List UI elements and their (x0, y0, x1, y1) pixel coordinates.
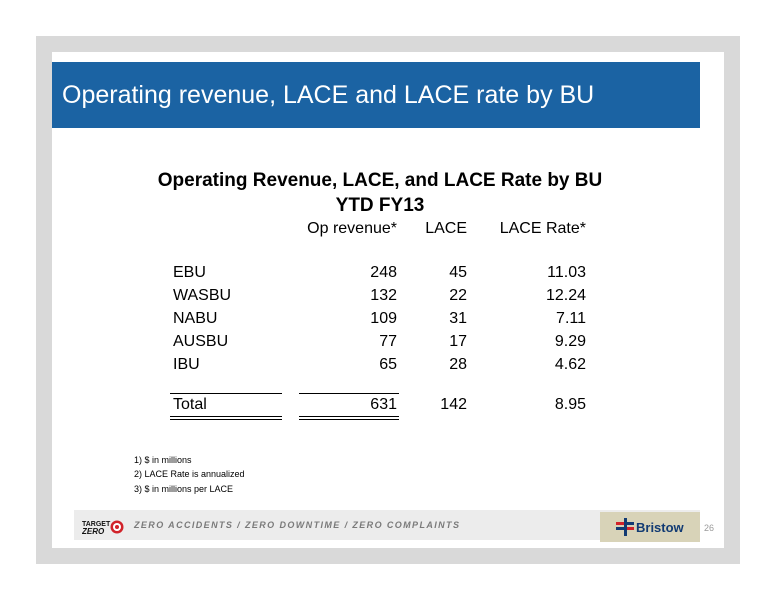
slide-title: Operating revenue, LACE and LACE rate by BU (62, 81, 595, 109)
total-double-rule (170, 419, 282, 420)
op-revenue-value: 65 (379, 356, 397, 373)
total-double-rule (299, 416, 399, 417)
total-double-rule (299, 419, 399, 420)
lace-rate-value: 12.24 (545, 287, 586, 304)
total-label: Total (173, 396, 207, 413)
op-revenue-value: 77 (379, 333, 397, 350)
lace-rate-value: 7.11 (556, 310, 586, 327)
bristow-wordmark: Bristow (636, 520, 684, 535)
table-title: Operating Revenue, LACE, and LACE Rate by BU (157, 170, 603, 191)
bu-name: EBU (173, 264, 206, 281)
lace-rate-value: 9.29 (554, 333, 586, 350)
bu-name: NABU (173, 310, 218, 327)
header-notch-shape (680, 62, 702, 128)
lace-value: 22 (449, 287, 467, 304)
lace-value: 17 (449, 333, 467, 350)
table-subtitle: YTD FY13 (335, 195, 425, 216)
table-row (0, 332, 776, 355)
lace-value: 31 (449, 310, 467, 327)
lace-rate-value: 11.03 (547, 264, 586, 281)
svg-text:ZERO: ZERO (82, 527, 105, 536)
slogan: ZERO ACCIDENTS / ZERO DOWNTIME / ZERO COMPLAINTS (134, 520, 461, 530)
table-row (0, 355, 776, 378)
total-row (0, 395, 776, 418)
bu-name: AUSBU (173, 333, 229, 350)
column-header-lace: LACE (425, 220, 467, 237)
target-zero-logo (82, 518, 124, 536)
total-lace-rate: 8.95 (554, 396, 586, 413)
op-revenue-value: 109 (370, 310, 397, 327)
table-row (0, 286, 776, 309)
lace-rate-value: 4.62 (554, 356, 586, 373)
lace-value: 45 (449, 264, 467, 281)
bu-name: IBU (173, 356, 200, 373)
total-double-rule (170, 416, 282, 417)
table-row (0, 309, 776, 332)
total-lace: 142 (440, 396, 467, 413)
column-header-lace-rate: LACE Rate* (499, 220, 586, 237)
page-number: 26 (704, 523, 715, 533)
bu-name: WASBU (173, 287, 232, 304)
footnote: 3) $ in millions per LACE (134, 484, 234, 494)
bristow-flag-icon (616, 518, 634, 536)
lace-value: 28 (449, 356, 467, 373)
total-top-rule (299, 393, 399, 394)
op-revenue-value: 248 (370, 264, 397, 281)
footnote: 1) $ in millions (134, 455, 192, 465)
table-row (0, 263, 776, 286)
column-header-op-revenue: Op revenue* (307, 220, 397, 237)
total-top-rule (170, 393, 282, 394)
footnote: 2) LACE Rate is annualized (134, 469, 245, 479)
op-revenue-value: 132 (370, 287, 397, 304)
total-op-revenue: 631 (370, 396, 397, 413)
svg-text:TARGET: TARGET (82, 521, 111, 528)
